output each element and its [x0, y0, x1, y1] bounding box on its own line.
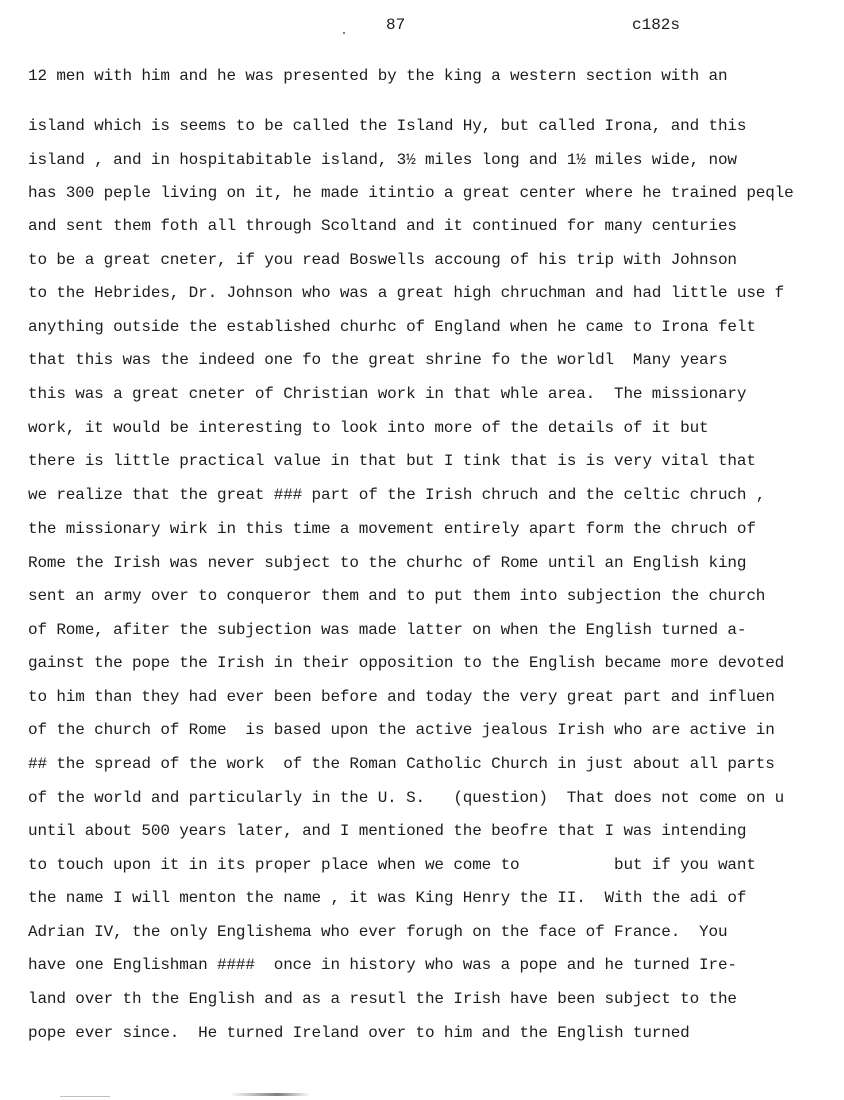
text-line: have one Englishman #### once in history who was a pope and he turned Ire- — [28, 956, 737, 974]
text-line: to be a great cneter, if you read Boswells accoung of his trip with Johnson — [28, 251, 737, 269]
page-number: 87 — [386, 16, 406, 34]
ink-smudge — [230, 1093, 310, 1096]
text-line: has 300 peple living on it, he made itintio a great center where he trained peqle — [28, 184, 794, 202]
text-line: of Rome, afiter the subjection was made latter on when the English turned a- — [28, 621, 747, 639]
text-line: Adrian IV, the only Englishema who ever forugh on the face of France. You — [28, 923, 728, 941]
ink-speck — [343, 32, 345, 34]
text-line: gainst the pope the Irish in their opposition to the English became more devoted — [28, 654, 785, 672]
text-line: the name I will menton the name , it was King Henry the II. With the adi of — [28, 889, 747, 907]
text-line: there is little practical value in that but I tink that is is very vital that — [28, 452, 756, 470]
paper-mark — [60, 1096, 110, 1097]
text-line: the missionary wirk in this time a movement entirely apart form the chruch of — [28, 520, 756, 538]
text-line: work, it would be interesting to look into more of the details of it but — [28, 419, 709, 437]
text-line: to him than they had ever been before and today the very great part and influen — [28, 688, 775, 706]
text-line: Rome the Irish was never subject to the churhc of Rome until an English king — [28, 554, 747, 572]
text-line: land over th the English and as a resutl the Irish have been subject to the — [28, 990, 737, 1008]
text-line: pope ever since. He turned Ireland over to him and the English turned — [28, 1024, 690, 1042]
text-line: island which is seems to be called the Island Hy, but called Irona, and this — [28, 117, 747, 135]
text-line: of the world and particularly in the U. S. (question) That does not come on u — [28, 789, 785, 807]
text-line: sent an army over to conqueror them and to put them into subjection the church — [28, 587, 766, 605]
document-code: c182s — [632, 16, 681, 34]
text-line: ## the spread of the work of the Roman Catholic Church in just about all parts — [28, 755, 775, 773]
text-line: until about 500 years later, and I mentioned the beofre that I was intending — [28, 822, 747, 840]
text-line: island , and in hospitabitable island, 3½ miles long and 1½ miles wide, now — [28, 151, 737, 169]
text-line: that this was the indeed one fo the great shrine fo the worldl Many years — [28, 351, 728, 369]
text-line: to touch upon it in its proper place when we come to but if you want — [28, 856, 756, 874]
text-line: this was a great cneter of Christian work in that whle area. The missionary — [28, 385, 747, 403]
text-line: we realize that the great ### part of the Irish chruch and the celtic chruch , — [28, 486, 766, 504]
text-line: 12 men with him and he was presented by the king a western section with an — [28, 67, 728, 85]
text-line: of the church of Rome is based upon the active jealous Irish who are active in — [28, 721, 775, 739]
text-line: to the Hebrides, Dr. Johnson who was a great high chruchman and had little use f — [28, 284, 785, 302]
text-line: anything outside the established churhc of England when he came to Irona felt — [28, 318, 756, 336]
text-line: and sent them foth all through Scoltand and it continued for many centuries — [28, 217, 737, 235]
page-header — [0, 14, 844, 42]
